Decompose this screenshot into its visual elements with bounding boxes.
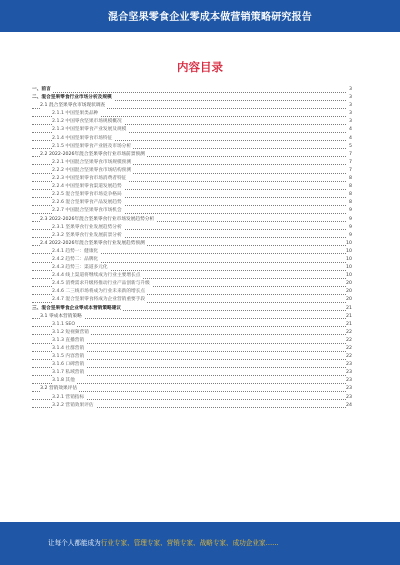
toc-entry-title: 2.4.5 消费需求升级将推动行业产品创新与升级 bbox=[52, 280, 152, 288]
toc-entry-page: 7 bbox=[346, 151, 352, 159]
toc-entry-title: 3.1 零成本营销策略 bbox=[40, 313, 84, 321]
toc-entry[interactable] bbox=[32, 102, 352, 110]
toc-entry-title: 3.1.5 内容营销 bbox=[52, 353, 86, 361]
toc-entry-title: 3.2.1 营销指标 bbox=[52, 394, 86, 402]
toc-entry-page: 10 bbox=[346, 256, 352, 264]
toc-entry[interactable] bbox=[32, 321, 352, 329]
toc-entry-title: 2.2.7 中国混合坚果零食市场机会 bbox=[52, 207, 124, 215]
toc-entry[interactable] bbox=[32, 143, 352, 151]
toc-entry-page: 23 bbox=[346, 369, 352, 377]
toc-entry-page: 8 bbox=[346, 191, 352, 199]
toc-entry-page: 7 bbox=[346, 159, 352, 167]
toc-entry[interactable] bbox=[32, 337, 352, 345]
toc-entry-title: 3.1.7 私域营销 bbox=[52, 369, 86, 377]
toc-entry[interactable] bbox=[32, 183, 352, 191]
toc-entry-page: 3 bbox=[346, 86, 352, 94]
toc-entry[interactable] bbox=[32, 264, 352, 272]
toc-entry-page: 3 bbox=[346, 110, 352, 118]
toc-entry-title: 3.1.4 社群营销 bbox=[52, 345, 86, 353]
toc-entry-page: 23 bbox=[346, 394, 352, 402]
toc-entry[interactable] bbox=[32, 175, 352, 183]
toc-entry-page: 20 bbox=[346, 296, 352, 304]
toc-entry-page: 21 bbox=[346, 313, 352, 321]
toc-entry-title: 2.2.4 中国坚果零食渠道发展趋势 bbox=[52, 183, 124, 191]
toc-entry-title: 3.1.2 短视频营销 bbox=[52, 329, 91, 337]
toc-entry[interactable] bbox=[32, 94, 352, 102]
toc-entry-page: 3 bbox=[346, 118, 352, 126]
toc-entry-page: 23 bbox=[346, 361, 352, 369]
toc-entry-title: 2.4 2022-2026年混合坚果零食行业发展趋势预测 bbox=[40, 240, 147, 248]
toc-entry-title: 2.2.5 混合坚果零食市场竞争格局 bbox=[52, 191, 124, 199]
toc-entry[interactable] bbox=[32, 296, 352, 304]
toc-entry-page: 21 bbox=[346, 321, 352, 329]
toc-entry[interactable] bbox=[32, 191, 352, 199]
toc-entry[interactable] bbox=[32, 329, 352, 337]
toc-entry-page: 22 bbox=[346, 329, 352, 337]
toc-entry-page: 4 bbox=[346, 135, 352, 143]
toc-entry[interactable] bbox=[32, 159, 352, 167]
toc-entry[interactable] bbox=[32, 240, 352, 248]
toc-entry-page: 4 bbox=[346, 126, 352, 134]
toc-entry-title: 2.2 2022-2026年混合坚果零食行业市场前景预测 bbox=[40, 151, 147, 159]
toc-entry[interactable] bbox=[32, 232, 352, 240]
toc-entry-title: 2.2.6 混合坚果零食产品发展趋势 bbox=[52, 199, 124, 207]
toc-entry[interactable] bbox=[32, 288, 352, 296]
toc-entry-title: 2.2.1 中国混合坚果零食市场规模预测 bbox=[52, 159, 133, 167]
toc-entry-page: 20 bbox=[346, 280, 352, 288]
toc-entry-page: 23 bbox=[346, 377, 352, 385]
toc-entry-page: 9 bbox=[346, 207, 352, 215]
toc-entry-page: 3 bbox=[346, 94, 352, 102]
toc-entry-page: 8 bbox=[346, 175, 352, 183]
toc-entry[interactable] bbox=[32, 280, 352, 288]
toc-entry-title: 二、混合坚果零食行业市场分析及规模 bbox=[32, 94, 114, 102]
toc-entry-title: 2.1.5 中国坚果零食产业链及市场分析 bbox=[52, 143, 133, 151]
toc-entry[interactable] bbox=[32, 216, 352, 224]
toc-entry-title: 2.1.4 中国坚果零食市场特征 bbox=[52, 135, 114, 143]
toc-leader-dots bbox=[32, 326, 346, 327]
table-of-contents bbox=[32, 86, 352, 410]
toc-entry[interactable] bbox=[32, 385, 352, 393]
report-title: 混合坚果零食企业零成本做营销策略研究报告 bbox=[108, 12, 312, 23]
toc-entry-title: 2.3.2 坚果零食行业发展前景分析 bbox=[52, 232, 124, 240]
toc-entry-title: 2.1.2 中国零食坚果市场规模概况 bbox=[52, 118, 124, 126]
toc-entry-page: 22 bbox=[346, 345, 352, 353]
toc-entry-page: 20 bbox=[346, 288, 352, 296]
toc-entry[interactable] bbox=[32, 394, 352, 402]
toc-entry[interactable] bbox=[32, 135, 352, 143]
toc-entry-page: 5 bbox=[346, 143, 352, 151]
toc-entry-page: 8 bbox=[346, 183, 352, 191]
toc-entry-page: 22 bbox=[346, 353, 352, 361]
toc-entry-title: 3.1.8 其他 bbox=[52, 377, 77, 385]
toc-entry[interactable] bbox=[32, 345, 352, 353]
toc-entry-title: 三、混合坚果零食企业零成本营销策略建议 bbox=[32, 305, 123, 313]
toc-entry[interactable] bbox=[32, 361, 352, 369]
toc-entry-page: 7 bbox=[346, 167, 352, 175]
footer-accent-text: 行业专家、管理专家、营销专家、战略专家、成功企业家…… bbox=[100, 539, 279, 547]
toc-entry[interactable] bbox=[32, 272, 352, 280]
toc-entry-page: 22 bbox=[346, 337, 352, 345]
toc-entry[interactable] bbox=[32, 248, 352, 256]
toc-entry-page: 9 bbox=[346, 232, 352, 240]
toc-heading: 内容目录 bbox=[177, 60, 223, 74]
footer-lead: 让每个人都能成为 bbox=[48, 539, 101, 547]
footer-banner bbox=[0, 522, 400, 565]
toc-entry-title: 3.1.1 SEO bbox=[52, 321, 77, 329]
toc-entry-page: 10 bbox=[346, 248, 352, 256]
toc-entry-page: 10 bbox=[346, 264, 352, 272]
toc-entry-title: 2.4.3 趋势三：渠道多元化 bbox=[52, 264, 110, 272]
toc-entry-page: 10 bbox=[346, 272, 352, 280]
toc-entry-title: 2.4.2 趋势二：品牌化 bbox=[52, 256, 100, 264]
toc-entry[interactable] bbox=[32, 118, 352, 126]
toc-entry-title: 3.1.3 直播营销 bbox=[52, 337, 86, 345]
toc-entry[interactable] bbox=[32, 224, 352, 232]
toc-entry-title: 一、前言 bbox=[32, 86, 53, 94]
toc-entry[interactable] bbox=[32, 86, 352, 94]
toc-entry[interactable] bbox=[32, 167, 352, 175]
toc-entry[interactable] bbox=[32, 256, 352, 264]
toc-entry-title: 2.4.1 趋势一：健康化 bbox=[52, 248, 100, 256]
toc-entry-page: 8 bbox=[346, 199, 352, 207]
toc-leader-dots bbox=[32, 383, 346, 384]
toc-entry-title: 2.4.7 混合坚果零食将成为企业营销重要手段 bbox=[52, 296, 147, 304]
toc-entry-title: 2.4.4 线上渠道将继续成为行业主要增长点 bbox=[52, 272, 142, 280]
toc-entry-page: 10 bbox=[346, 240, 352, 248]
toc-entry-title: 2.1.1 中国坚果类品种 bbox=[52, 110, 100, 118]
toc-entry-page: 23 bbox=[346, 385, 352, 393]
toc-entry[interactable] bbox=[32, 199, 352, 207]
toc-leader-dots bbox=[32, 92, 346, 93]
toc-entry-title: 2.4.6 二三线市场将成为行业未来新的增长点 bbox=[52, 288, 147, 296]
toc-entry-title: 2.3 2022-2026年混合坚果零食行业市场发展趋势分析 bbox=[40, 216, 156, 224]
toc-entry[interactable] bbox=[32, 151, 352, 159]
toc-entry[interactable] bbox=[32, 305, 352, 313]
toc-entry-page: 9 bbox=[346, 224, 352, 232]
toc-entry[interactable] bbox=[32, 110, 352, 118]
toc-entry-title: 3.1.6 口碑营销 bbox=[52, 361, 86, 369]
toc-entry[interactable] bbox=[32, 402, 352, 410]
toc-entry-title: 3.2.2 营销效果评估 bbox=[52, 402, 96, 410]
toc-leader-dots bbox=[32, 391, 346, 392]
toc-entry-title: 2.1.3 中国坚果零食产业发展及规模 bbox=[52, 126, 128, 134]
footer-slogan bbox=[48, 537, 279, 547]
toc-entry-page: 21 bbox=[346, 305, 352, 313]
toc-entry[interactable] bbox=[32, 126, 352, 134]
toc-entry[interactable] bbox=[32, 313, 352, 321]
toc-entry[interactable] bbox=[32, 353, 352, 361]
toc-entry-title: 2.2.3 中国坚果零食市场消费者特征 bbox=[52, 175, 128, 183]
toc-entry-page: 3 bbox=[346, 102, 352, 110]
toc-entry-title: 2.3.1 坚果零食行业发展趋势分析 bbox=[52, 224, 124, 232]
toc-entry-title: 2.2.2 中国混合坚果零食市场结构预测 bbox=[52, 167, 133, 175]
toc-entry[interactable] bbox=[32, 377, 352, 385]
toc-entry-page: 24 bbox=[346, 402, 352, 410]
header-banner bbox=[0, 0, 400, 32]
toc-entry-title: 2.1 混合坚果零食市场现状调查 bbox=[40, 102, 107, 110]
toc-entry-page: 9 bbox=[346, 216, 352, 224]
toc-entry-title: 3.2 营销效果评估 bbox=[40, 385, 79, 393]
toc-entry[interactable] bbox=[32, 207, 352, 215]
toc-entry[interactable] bbox=[32, 369, 352, 377]
